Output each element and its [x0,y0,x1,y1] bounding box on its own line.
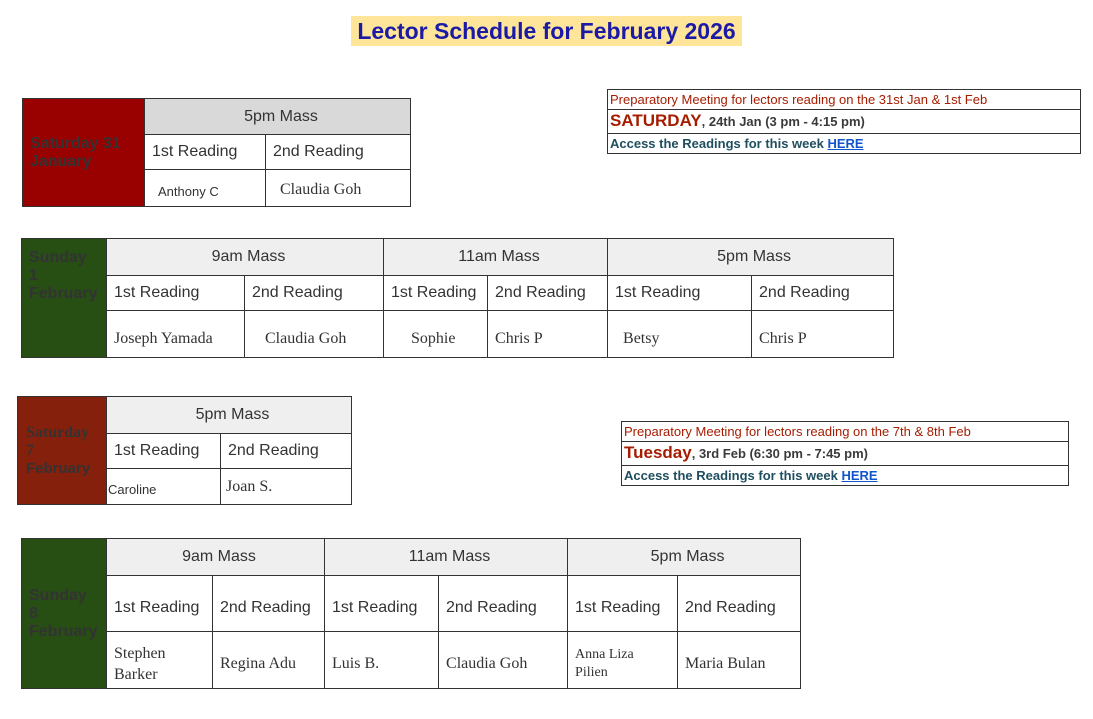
day-line: February [29,285,98,302]
reader1-cell [568,632,678,689]
reader2-cell: Joan S. [221,469,352,505]
meeting-day: Tuesday [624,443,692,462]
meeting-time-row [622,442,1069,466]
reader-name-line: Anna Liza [575,647,634,662]
reading2-label: 2nd Reading [488,276,608,311]
meeting-time-row [608,110,1081,134]
meeting-time: , 24th Jan (3 pm - 4:15 pm) [701,114,865,129]
day-line: 1 [29,267,38,284]
day-line: February [26,459,91,477]
mass-header-5pm: 5pm Mass [568,539,801,576]
readings-link[interactable]: HERE [827,135,864,151]
reader2-cell: Claudia Goh [266,170,411,207]
reading2-label: 2nd Reading [439,576,568,632]
reading2-label: 2nd Reading [213,576,325,632]
readings-access-row [622,466,1069,486]
reader-name-line: Barker [114,666,158,683]
reading2-label: 2nd Reading [221,434,352,469]
reader2-cell: Regina Adu [213,632,325,689]
reading1-label: 1st Reading [608,276,752,311]
reading1-label: 1st Reading [145,135,266,170]
day-cell-sun8 [22,539,107,689]
schedule-table-sat7 [17,396,352,505]
readings-access-text: Access the Readings for this week [610,135,828,151]
day-cell-sun1 [22,239,107,358]
reader1-cell: Caroline [107,469,221,505]
reading1-label: 1st Reading [325,576,439,632]
reading1-label: 1st Reading [107,276,245,311]
reader1-cell: Joseph Yamada [107,311,245,358]
mass-header-5pm: 5pm Mass [145,99,411,135]
reader1-cell: Betsy [608,311,752,358]
mass-header-9am: 9am Mass [107,539,325,576]
meeting-time: , 3rd Feb (6:30 pm - 7:45 pm) [691,446,868,461]
reader-name-line: Stephen [114,645,166,662]
day-line: 7 [26,441,34,459]
meeting-day: SATURDAY [610,111,702,130]
readings-access-row [608,134,1081,154]
reader2-cell: Claudia Goh [439,632,568,689]
title-wrapper [0,16,1093,46]
mass-header-11am: 11am Mass [384,239,608,276]
reader1-cell: Sophie [384,311,488,358]
day-cell-sat7 [18,397,107,505]
reading2-label: 2nd Reading [752,276,894,311]
schedule-table-sun8 [21,538,801,689]
schedule-table-sun1 [21,238,894,358]
mass-header-9am: 9am Mass [107,239,384,276]
day-line: 8 [29,604,38,622]
reader2-cell: Maria Bulan [678,632,801,689]
mass-header-5pm: 5pm Mass [107,397,352,434]
page-title: Lector Schedule for February 2026 [351,16,741,46]
day-line: Saturday [26,423,90,441]
reader-name-line: Pilien [575,665,608,680]
day-line: Sunday [29,249,87,266]
meeting-info-box-2 [621,421,1069,486]
readings-access-text: Access the Readings for this week [624,467,842,483]
reader2-cell: Claudia Goh [245,311,384,358]
mass-header-11am: 11am Mass [325,539,568,576]
day-line: February [29,622,98,640]
reading1-label: 1st Reading [568,576,678,632]
reading1-label: 1st Reading [107,434,221,469]
reading1-label: 1st Reading [384,276,488,311]
meeting-heading: Preparatory Meeting for lectors reading on the 7th & 8th Feb [622,422,1069,442]
day-line: Sunday [29,586,87,604]
meeting-heading: Preparatory Meeting for lectors reading on the 31st Jan & 1st Feb [608,90,1081,110]
meeting-info-box-1 [607,89,1081,154]
reader2-cell: Chris P [752,311,894,358]
reading2-label: 2nd Reading [678,576,801,632]
day-cell-sat31: Saturday 31 January [23,99,145,207]
reader1-cell: Luis B. [325,632,439,689]
readings-link[interactable]: HERE [841,467,878,483]
reader1-cell [107,632,213,689]
reading2-label: 2nd Reading [266,135,411,170]
schedule-table-sat31 [22,98,411,207]
reading1-label: 1st Reading [107,576,213,632]
reader1-cell: Anthony C [145,170,266,207]
reading2-label: 2nd Reading [245,276,384,311]
mass-header-5pm: 5pm Mass [608,239,894,276]
reader2-cell: Chris P [488,311,608,358]
